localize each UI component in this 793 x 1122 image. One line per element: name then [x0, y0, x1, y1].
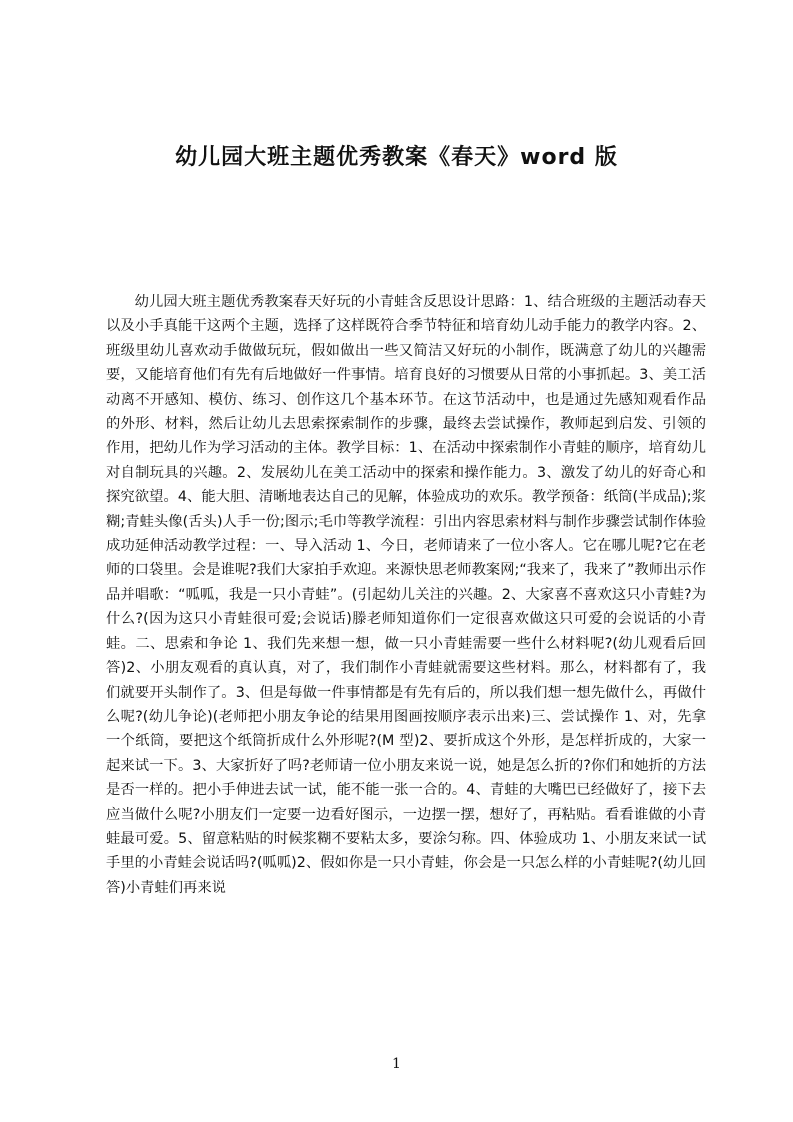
- body-paragraph: 幼儿园大班主题优秀教案春天好玩的小青蛙含反思设计思路：1、结合班级的主题活动春天以及小手真能干这两个主题，选择了这样既符合季节特征和培育幼儿动手能力的教学内容。2、班级里幼儿喜欢动手做做玩玩，假如做出一些又简洁又好玩的小制作，既满意了幼儿的兴趣需要，又能培育他们有先有后地做好一件事情。培育良好的习惯要从日常的小事抓起。3、美工活动离不开感知、模仿、练习、创作这几个基本环节。在这节活动中，也是通过先感知观看作品的外形、材料，然后让幼儿去思索探索制作的步骤，最终去尝试操作，教师起到启发、引领的作用，把幼儿作为学习活动的主体。教学目标：1、在活动中探索制作小青蛙的顺序，培育幼儿对自制玩具的兴趣。2、发展幼儿在美工活动中的探索和操作能力。3、激发了幼儿的好奇心和探究欲望。4、能大胆、清晰地表达自己的见解，体验成功的欢乐。教学预备：纸筒(半成品);浆糊;青蛙头像(舌头)人手一份;图示;毛巾等教学流程：引出内容思索材料与制作步骤尝试制作体验成功延伸活动教学过程：一、导入活动 1、今日，老师请来了一位小客人。它在哪儿呢?它在老师的口袋里。会是谁呢?我们大家拍手欢迎。来源快思老师教案网;“我来了，我来了”教师出示作品并唱歌：“呱呱，我是一只小青蛙”。(引起幼儿关注的兴趣。2、大家喜不喜欢这只小青蛙?为什么?(因为这只小青蛙很可爱;会说话)滕老师知道你们一定很喜欢做这只可爱的会说话的小青蛙。二、思索和争论 1、我们先来想一想，做一只小青蛙需要一些什么材料呢?(幼儿观看后回答)2、小朋友观看的真认真，对了，我们制作小青蛙就需要这些材料。那么，材料都有了，我们就要开头制作了。3、但是每做一件事情都是有先有后的，所以我们想一想先做什么，再做什么呢?(幼儿争论)(老师把小朋友争论的结果用图画按顺序表示出来)三、尝试操作 1、对，先拿一个纸筒，要把这个纸筒折成什么外形呢?(M 型)2、要折成这个外形，是怎样折成的，大家一起来试一下。3、大家折好了吗?老师请一位小朋友来说一说，她是怎么折的?你们和她折的方法是否一样的。把小手伸进去试一试，能不能一张一合的。4、青蛙的大嘴巴已经做好了，接下去应当做什么呢?小朋友们一定要一边看好图示，一边摆一摆，想好了，再粘贴。看看谁做的小青蛙最可爱。5、留意粘贴的时候浆糊不要粘太多，要涂匀称。四、体验成功 1、小朋友来试一试手里的小青蛙会说话吗?(呱呱)2、假如你是一只小青蛙，你会是一只怎么样的小青蛙呢?(幼儿回答)小青蛙们再来说: [106, 294, 706, 896]
- page-number: 1: [392, 1056, 401, 1072]
- document-title: 幼儿园大班主题优秀教案《春天》word 版: [175, 145, 618, 170]
